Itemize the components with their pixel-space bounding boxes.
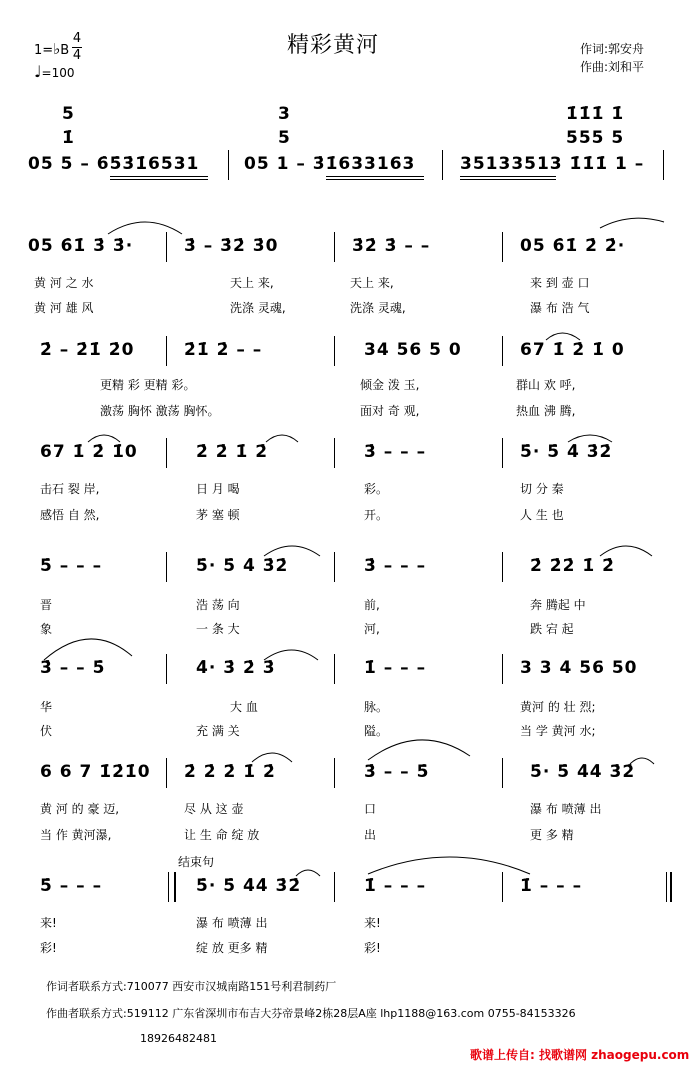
lyric: 让 生 命 绽 放 xyxy=(184,828,260,842)
lyric: 倾金 泼 玉, xyxy=(360,378,420,392)
measure: 6 6 7 1̇2̇1̇0 xyxy=(40,762,151,782)
lyric: 天上 来, xyxy=(350,276,394,290)
measure: 34 56 5 0 xyxy=(364,340,462,360)
intro-upper-chord: 1̇1̇1̇ 1̇ xyxy=(566,104,625,124)
measure: 05 6̇1̇ 3̇ 3̇· xyxy=(28,236,134,256)
time-bottom: 4 xyxy=(72,48,82,63)
lyric: 黄 河 的 豪 迈, xyxy=(40,802,120,816)
slur xyxy=(630,758,654,764)
slur xyxy=(108,222,182,234)
measure: 5̇· 5̇ 4̇4̇ 3̇2̇ xyxy=(196,876,302,896)
slur xyxy=(600,546,652,556)
measure: 67 1̇ 2̇ 1̇0 xyxy=(40,442,138,462)
slur xyxy=(264,650,318,660)
lyric: 彩! xyxy=(40,941,57,955)
lyric: 出 xyxy=(364,828,377,842)
lyricist-credit: 作词:郭安舟 xyxy=(580,42,645,56)
slur xyxy=(88,435,120,442)
quarter-note-icon: ♩ xyxy=(34,62,42,81)
measure: 5̇ – – – xyxy=(40,556,103,576)
lyric: 象 xyxy=(40,622,53,636)
lyric: 浩 荡 向 xyxy=(196,598,240,612)
measure: 2̇ – 2̇1̇ 2̇0 xyxy=(40,340,135,360)
time-top: 4 xyxy=(72,31,82,46)
key-prefix: 1= xyxy=(34,43,54,58)
lyric: 当 作 黄河瀑, xyxy=(40,828,112,842)
lyric: 晋 xyxy=(40,598,53,612)
measure: 5̇· 5̇ 4̇4̇ 3̇2̇ xyxy=(530,762,636,782)
lyric: 黄 河 雄 风 xyxy=(34,301,94,315)
lyric: 洗涤 灵魂, xyxy=(230,301,286,315)
lyric: 击石 裂 岸, xyxy=(40,482,100,496)
lyric: 华 xyxy=(40,700,53,714)
measure: 3 3 4 56 50 xyxy=(520,658,638,678)
lyric: 群山 欢 呼, xyxy=(516,378,576,392)
lyric: 瀑 布 喷薄 出 xyxy=(530,802,602,816)
intro-upper-note: 3 xyxy=(278,104,291,124)
source-watermark[interactable]: 歌谱上传自: 找歌谱网 zhaogepu.com xyxy=(470,1048,690,1062)
intro-upper-chord: 555 5 xyxy=(566,128,625,148)
measure: 5̇ – – – xyxy=(40,876,103,896)
intro-measure: 35133513 1̇1̇1̇ 1 – xyxy=(460,154,645,174)
slur xyxy=(296,870,320,876)
lyric: 黄 河 之 水 xyxy=(34,276,94,290)
measure: 1̇ – – – xyxy=(364,876,427,896)
song-title: 精彩黄河 xyxy=(287,33,380,58)
phone-number: 18926482481 xyxy=(140,1032,217,1045)
slur xyxy=(546,333,580,340)
composer-contact: 作曲者联系方式:519112 广东省深圳市布吉大芬帝景峰2栋28层A座 lhp1188@163.com 0755-84153326 xyxy=(46,1007,576,1020)
measure: 3̇ – – 5̇ xyxy=(364,762,430,782)
slur xyxy=(266,435,298,442)
lyric: 大 血 xyxy=(230,700,258,714)
lyric: 洗涤 灵魂, xyxy=(350,301,406,315)
lyric: 面对 奇 观, xyxy=(360,404,420,418)
lyric: 河, xyxy=(364,622,380,636)
lyric: 尽 从 这 壶 xyxy=(184,802,244,816)
composer-credit: 作曲:刘和平 xyxy=(580,60,645,74)
lyric: 瀑 布 浩 气 xyxy=(530,301,590,315)
intro-upper-note: 1̇ xyxy=(62,128,75,148)
lyric: 更 多 精 xyxy=(530,828,574,842)
lyric: 感悟 自 然, xyxy=(40,508,100,522)
lyric: 开。 xyxy=(364,508,389,522)
measure: 3̇ – – – xyxy=(364,556,427,576)
lyric: 当 学 黄河 水; xyxy=(520,724,596,738)
slur xyxy=(44,639,132,660)
slur xyxy=(568,435,612,442)
lyric: 奔 腾起 中 xyxy=(530,598,586,612)
tempo-value: =100 xyxy=(41,66,75,80)
slur xyxy=(252,753,292,762)
measure: 3̇ – 3̇2̇ 3̇0 xyxy=(184,236,279,256)
lyric: 彩。 xyxy=(364,482,389,496)
lyric: 绽 放 更多 精 xyxy=(196,941,268,955)
intro-upper-note: 5 xyxy=(278,128,291,148)
lyricist-contact: 作词者联系方式:710077 西安市汉城南路151号利君制药厂 xyxy=(46,980,337,993)
lyric: 跌 宕 起 xyxy=(530,622,574,636)
slur xyxy=(368,740,470,760)
lyric: 脉。 xyxy=(364,700,389,714)
lyric: 来! xyxy=(40,916,57,930)
slur xyxy=(368,857,530,874)
intro-measure: 05 1 – 3̇1̇633163 xyxy=(244,154,416,174)
flat-sign: ♭ xyxy=(53,40,61,58)
slur xyxy=(264,546,320,556)
slur xyxy=(600,218,664,228)
measure: 67 1̇ 2̇ 1̇ 0 xyxy=(520,340,625,360)
lyric: 来 到 壶 口 xyxy=(530,276,590,290)
measure: 2̇ 2̇ 1̇ 2̇ xyxy=(196,442,269,462)
lyric: 瀑 布 喷薄 出 xyxy=(196,916,268,930)
measure: 2̇ 2̇2̇ 1̇ 2̇ xyxy=(530,556,615,576)
lyric: 天上 来, xyxy=(230,276,274,290)
measure: 3̇ – – 5̇ xyxy=(40,658,106,678)
lyric: 一 条 大 xyxy=(196,622,240,636)
lyric: 伏 xyxy=(40,724,53,738)
key-name: B xyxy=(60,43,70,58)
measure: 2̇ 2̇ 2̇ 1̇ 2̇ xyxy=(184,762,276,782)
lyric: 更精 彩 更精 彩。 xyxy=(100,378,196,392)
lyric: 热血 沸 腾, xyxy=(516,404,576,418)
lyric: 隘。 xyxy=(364,724,389,738)
lyric: 激荡 胸怀 激荡 胸怀。 xyxy=(100,404,220,418)
measure: 4̇· 3̇ 2̇ 3̇ xyxy=(196,658,276,678)
intro-measure: 05 5 – 6̇5̇3̇1̇6531 xyxy=(28,154,200,174)
measure: 5̇· 5̇ 4̇ 3̇2̇ xyxy=(196,556,289,576)
lyric: 充 满 关 xyxy=(196,724,240,738)
lyric: 茅 塞 顿 xyxy=(196,508,240,522)
measure: 2̇1̇ 2̇ – – xyxy=(184,340,263,360)
lyric: 日 月 喝 xyxy=(196,482,240,496)
lyric: 口 xyxy=(364,802,377,816)
measure: 1̇ – – – xyxy=(520,876,583,896)
measure: 1̇ – – – xyxy=(364,658,427,678)
measure: 3̇ – – – xyxy=(364,442,427,462)
lyric: 来! xyxy=(364,916,381,930)
intro-upper-note: 5 xyxy=(62,104,75,124)
measure: 3̇2̇ 3̇ – – xyxy=(352,236,431,256)
lyric: 前, xyxy=(364,598,380,612)
measure: 05 6̇1̇ 2̇ 2̇· xyxy=(520,236,626,256)
lyric: 人 生 也 xyxy=(520,508,564,522)
ending-marker: 结束句 xyxy=(178,855,215,869)
lyric: 彩! xyxy=(364,941,381,955)
lyric: 黄河 的 壮 烈; xyxy=(520,700,596,714)
lyric: 切 分 秦 xyxy=(520,482,564,496)
measure: 5̇· 5̇ 4̇ 3̇2̇ xyxy=(520,442,613,462)
